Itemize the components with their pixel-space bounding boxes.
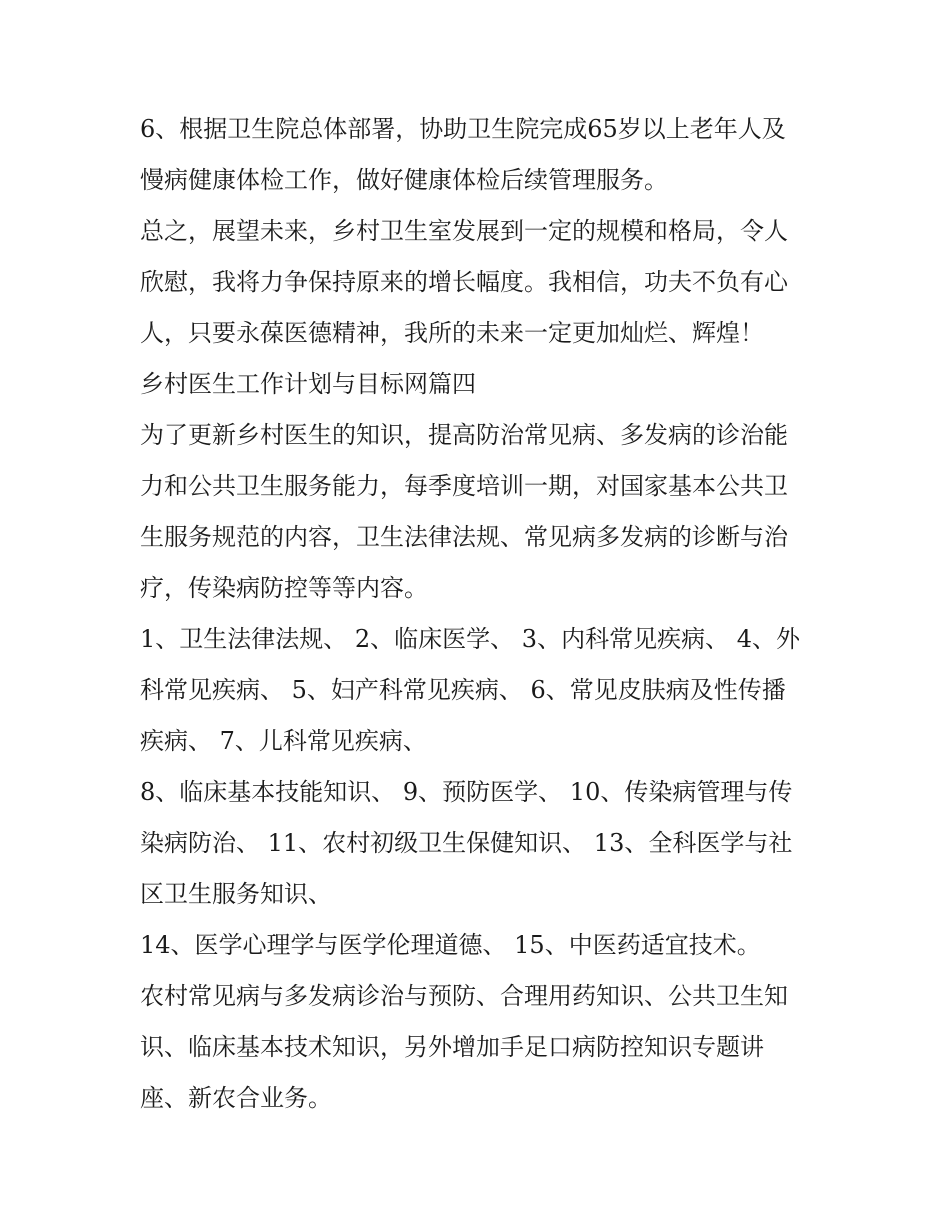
text-line: 区卫生服务知识、 <box>140 880 332 908</box>
paragraph-course-list-1 <box>140 614 815 767</box>
text-line: 生服务规范的内容，卫生法律法规、常见病多发病的诊断与治 <box>140 523 788 551</box>
text-line: 疾病、 7、儿科常见疾病、 <box>140 727 427 755</box>
text-line: 疗，传染病防控等等内容。 <box>140 574 428 602</box>
text-line: 1、卫生法律法规、 2、临床医学、 3、内科常见疾病、 4、外 <box>140 625 800 653</box>
text-line: 科常见疾病、 5、妇产科常见疾病、 6、常见皮肤病及性传播 <box>140 676 786 704</box>
text-line: 人，只要永葆医德精神，我所的未来一定更加灿烂、辉煌！ <box>140 319 764 347</box>
text-line: 农村常见病与多发病诊治与预防、合理用药知识、公共卫生知 <box>140 982 788 1010</box>
paragraph-course-list-2 <box>140 767 815 920</box>
paragraph-training-intro <box>140 410 815 614</box>
text-line: 8、临床基本技能知识、 9、预防医学、 10、传染病管理与传 <box>140 778 793 806</box>
document-body <box>140 104 815 1124</box>
text-line: 慢病健康体检工作，做好健康体检后续管理服务。 <box>140 166 668 194</box>
text-line: 总之，展望未来，乡村卫生室发展到一定的规模和格局，令人 <box>140 217 788 245</box>
section-heading <box>140 359 815 410</box>
paragraph-course-list-3 <box>140 920 815 971</box>
paragraph-item-6 <box>140 104 815 206</box>
text-line: 6、根据卫生院总体部署，协助卫生院完成65岁以上老年人及 <box>140 115 786 143</box>
paragraph-rural-topics <box>140 971 815 1124</box>
text-line: 识、临床基本技术知识，另外增加手足口病防控知识专题讲 <box>140 1033 764 1061</box>
text-line: 14、医学心理学与医学伦理道德、 15、中医药适宜技术。 <box>140 931 761 959</box>
text-line: 力和公共卫生服务能力，每季度培训一期，对国家基本公共卫 <box>140 472 788 500</box>
text-line: 欣慰，我将力争保持原来的增长幅度。我相信，功夫不负有心 <box>140 268 788 296</box>
text-line: 座、新农合业务。 <box>140 1084 332 1112</box>
text-line: 染病防治、 11、农村初级卫生保健知识、 13、全科医学与社 <box>140 829 793 857</box>
text-line: 为了更新乡村医生的知识，提高防治常见病、多发病的诊治能 <box>140 421 788 449</box>
heading-line: 乡村医生工作计划与目标网篇四 <box>140 370 476 398</box>
paragraph-conclusion <box>140 206 815 359</box>
